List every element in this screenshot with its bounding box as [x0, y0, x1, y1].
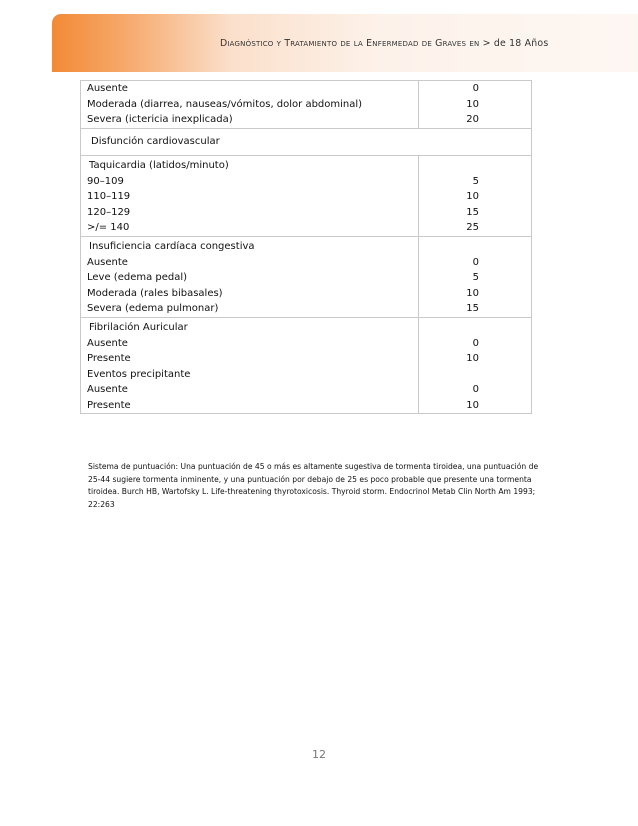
- table-row-label: Ausente: [87, 256, 128, 268]
- table-row-label: 120–129: [87, 206, 131, 218]
- table-row-label: Presente: [87, 353, 131, 364]
- table-row-score: 10: [466, 98, 479, 110]
- table-row-score: 0: [472, 337, 479, 349]
- section-heart-failure-title: Insuficiencia cardíaca congestiva: [89, 240, 255, 252]
- table-row-score: 5: [472, 175, 479, 187]
- header-title-part3: > de 18 Años: [482, 38, 549, 49]
- table-row-label: Ausente: [87, 83, 128, 94]
- page-number: 12: [312, 748, 326, 761]
- atrial-fibrillation-block: [81, 318, 531, 414]
- table-row-label: >/= 140: [87, 222, 130, 233]
- score-table: [80, 80, 532, 414]
- table-row-label: Leve (edema pedal): [87, 272, 188, 283]
- section-af-title: Fibrilación Auricular: [89, 321, 188, 333]
- header-title: [220, 38, 620, 49]
- table-row-score: 10: [466, 191, 479, 202]
- table-row-score: 20: [466, 114, 479, 125]
- header-title-part1: Diagnóstico y Tratamiento de la: [220, 38, 363, 49]
- table-row-score: [419, 367, 531, 383]
- table-row-label: 110–119: [87, 191, 131, 202]
- table-row-score: 10: [466, 287, 479, 299]
- heart-failure-block: [81, 237, 531, 318]
- gi-block: [81, 81, 531, 129]
- table-row-score: 10: [466, 399, 479, 411]
- tachycardia-block: [81, 156, 531, 237]
- table-row-label: Ausente: [87, 337, 128, 349]
- table-row-score: 0: [472, 384, 479, 395]
- table-row-label: Severa (edema pulmonar): [87, 303, 219, 314]
- section-cardio-title: Disfunción cardiovascular: [81, 129, 531, 156]
- table-row-label: Moderada (rales bibasales): [87, 287, 223, 299]
- table-row-score: 10: [466, 353, 479, 364]
- table-row-label: Severa (ictericia inexplicada): [87, 114, 233, 125]
- table-row-score: 25: [466, 222, 479, 233]
- table-row-label: Ausente: [87, 384, 128, 395]
- table-row-score: 5: [472, 272, 479, 283]
- header-title-part2: Enfermedad de Graves en: [366, 38, 480, 49]
- table-row-score: 0: [472, 256, 479, 268]
- table-row-label: 90–109: [87, 175, 124, 187]
- table-row-score: 15: [466, 303, 479, 314]
- scoring-note: Sistema de puntuación: Una puntuación de 45 o más es altamente sugestiva de tormenta tiroidea, una puntuación de 25-44 sugiere tormenta inminente, y una puntuación por debajo de 25 es poco probable que presente una tormenta tiroidea. Burch HB, Wartofsky L. Life-threatening thyrotoxicosis. Thyroid storm. Endocrinol Metab Clin North Am 1993; 22:263: [88, 462, 539, 509]
- table-row-score: 0: [472, 83, 479, 94]
- table-row-label: Presente: [87, 399, 131, 411]
- section-tachycardia-title: Taquicardia (latidos/minuto): [89, 159, 229, 171]
- table-row-label: Moderada (diarrea, nauseas/vómitos, dolor abdominal): [87, 98, 363, 110]
- table-row-score: 15: [466, 206, 479, 218]
- table-row-label: Eventos precipitante: [87, 368, 191, 380]
